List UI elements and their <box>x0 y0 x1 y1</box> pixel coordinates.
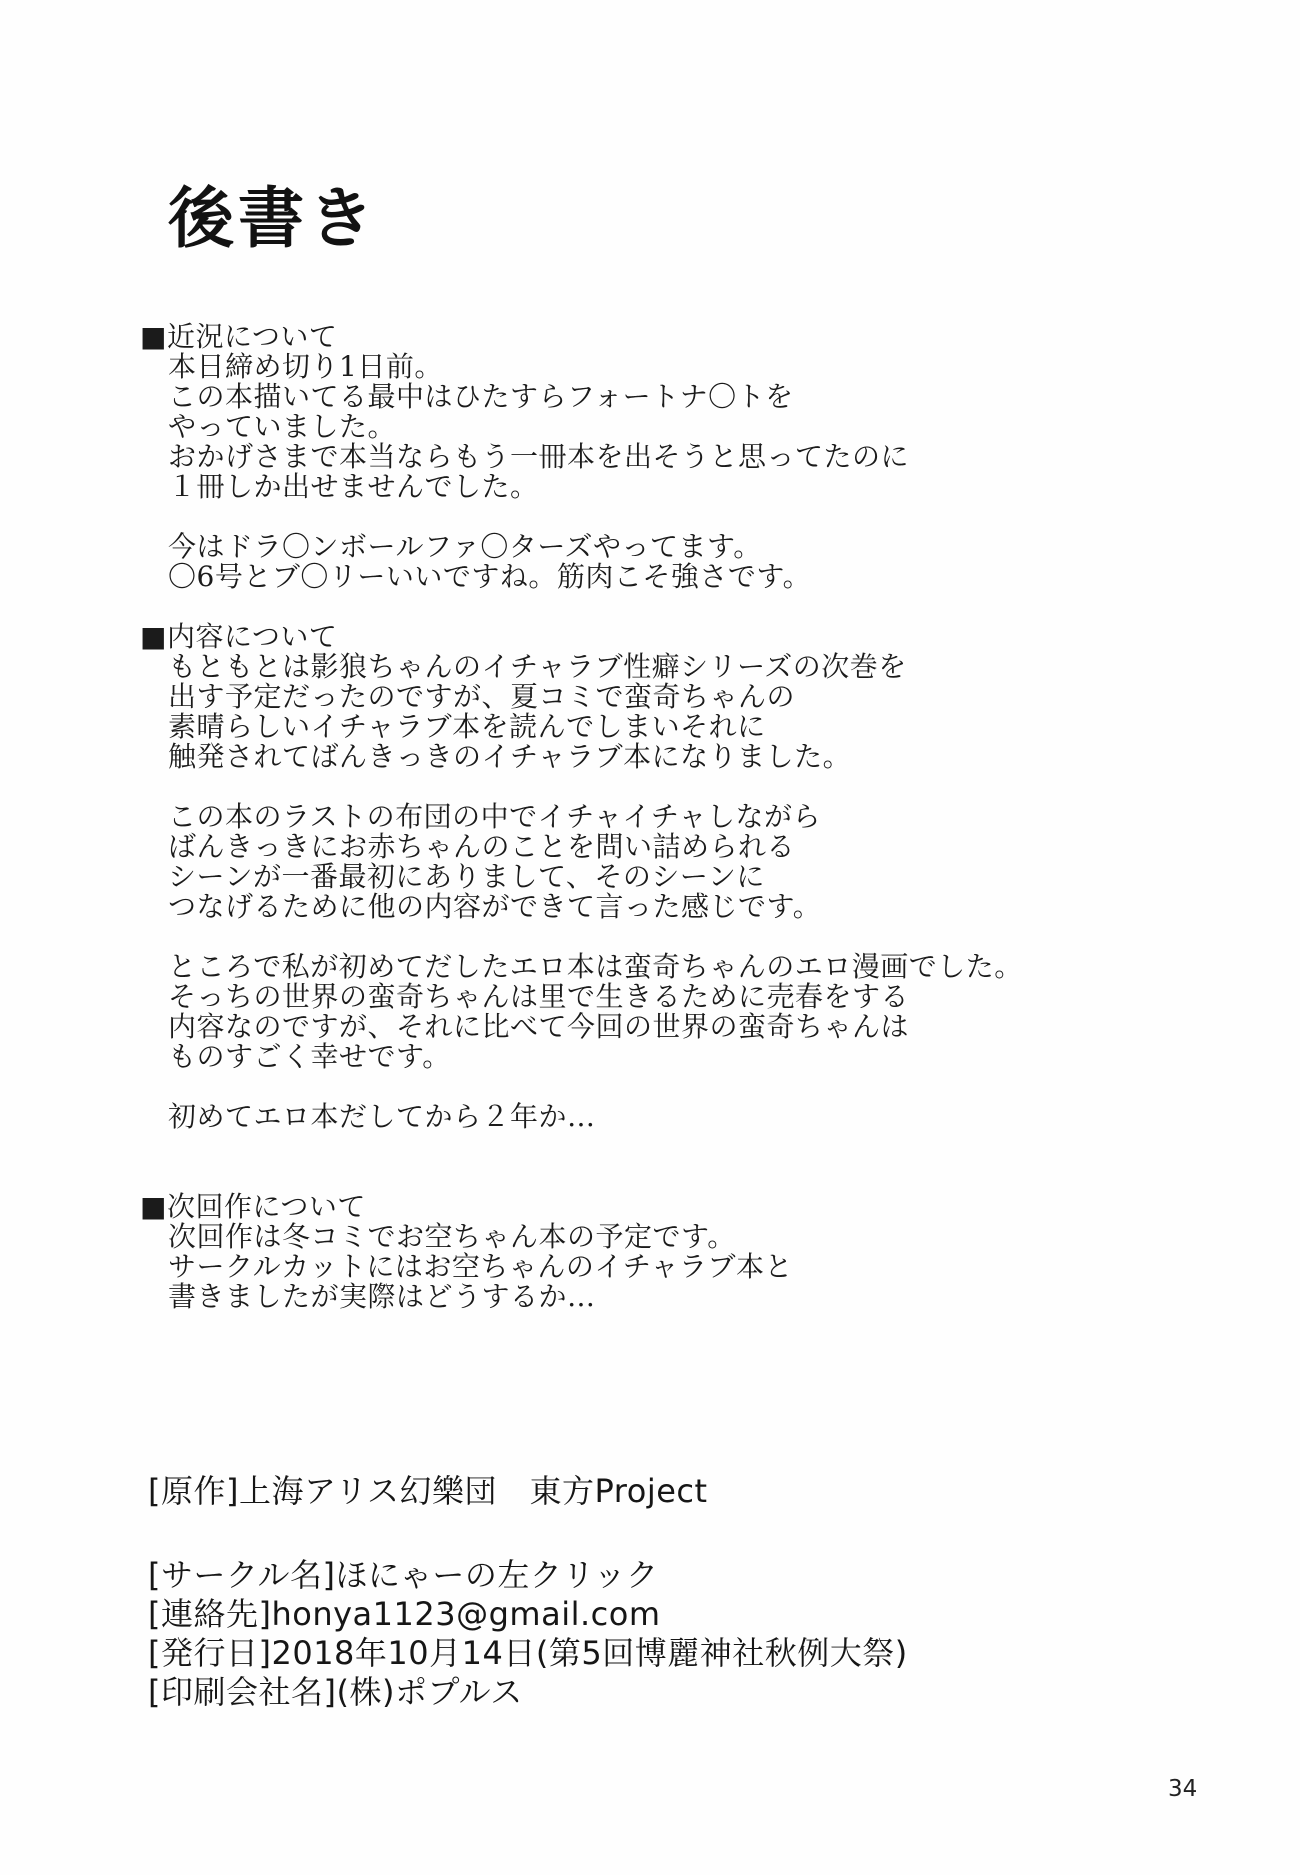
blank-line <box>140 772 1180 802</box>
section-heading: ■内容について <box>140 620 338 653</box>
text-line: 内容なのですが、それに比べて今回の世界の蛮奇ちゃんは <box>168 1010 910 1043</box>
credit-printer: [印刷会社名](株)ポプルス <box>148 1673 523 1711</box>
text-line: この本のラストの布団の中でイチャイチャしながら <box>168 800 821 833</box>
blank-line <box>140 1132 1180 1192</box>
text-line: 素晴らしいイチャラブ本を読んでしまいそれに <box>168 710 766 743</box>
credit-publish-date: [発行日]2018年10月14日(第5回博麗神社秋例大祭) <box>148 1634 908 1672</box>
text-line: この本描いてる最中はひたすらフォートナ〇トを <box>168 380 794 413</box>
section-contents <box>140 622 1180 1132</box>
blank-line <box>148 1511 908 1556</box>
afterword-body <box>140 322 1180 1312</box>
text-line: おかげさまで本当ならもう一冊本を出そうと思ってたのに <box>168 440 910 473</box>
text-line: 書きましたが実際はどうするか… <box>168 1280 596 1313</box>
text-line: つなげるために他の内容ができて言った感じです。 <box>168 890 822 923</box>
section-recent-news <box>140 322 1180 592</box>
blank-line <box>140 502 1180 532</box>
credit-circle-name: [サークル名]ほにゃーの左クリック <box>148 1556 659 1594</box>
section-next-work <box>140 1192 1180 1312</box>
page-number: 34 <box>1168 1776 1198 1802</box>
text-line: ものすごく幸せです。 <box>168 1040 451 1073</box>
page-title: 後書き <box>168 180 378 257</box>
text-line: 今はドラ〇ンボールファ〇ターズやってます。 <box>168 530 762 563</box>
text-line: ところで私が初めてだしたエロ本は蛮奇ちゃんのエロ漫画でした。 <box>168 950 1023 983</box>
text-line: 次回作は冬コミでお空ちゃん本の予定です。 <box>168 1220 736 1253</box>
text-line: やっていました。 <box>168 410 397 443</box>
text-line: サークルカットにはお空ちゃんのイチャラブ本と <box>168 1250 794 1283</box>
text-line: １冊しか出せませんでした。 <box>168 470 539 503</box>
text-line: 〇6号とブ〇リーいいですね。筋肉こそ強さです。 <box>168 560 812 593</box>
section-heading: ■次回作について <box>140 1190 366 1223</box>
text-line: もともとは影狼ちゃんのイチャラブ性癖シリーズの次巻を <box>168 650 907 683</box>
text-line: 本日締め切り1日前。 <box>168 350 443 383</box>
credits-block <box>148 1472 908 1712</box>
blank-line <box>140 592 1180 622</box>
text-line: 触発されてばんきっきのイチャラブ本になりました。 <box>168 740 852 773</box>
text-line: ばんきっきにお赤ちゃんのことを問い詰められる <box>168 830 796 863</box>
blank-line <box>140 922 1180 952</box>
blank-line <box>140 1072 1180 1102</box>
text-line: 出す予定だったのですが、夏コミで蛮奇ちゃんの <box>168 680 796 713</box>
credit-contact: [連絡先]honya1123@gmail.com <box>148 1595 661 1633</box>
text-line: そっちの世界の蛮奇ちゃんは里で生きるために売春をする <box>168 980 910 1013</box>
text-line: シーンが一番最初にありまして、そのシーンに <box>168 860 765 893</box>
section-heading: ■近況について <box>140 320 338 353</box>
text-line: 初めてエロ本だしてから２年か… <box>168 1100 596 1133</box>
credit-original-work: [原作]上海アリス幻樂団 東方Project <box>148 1472 708 1510</box>
